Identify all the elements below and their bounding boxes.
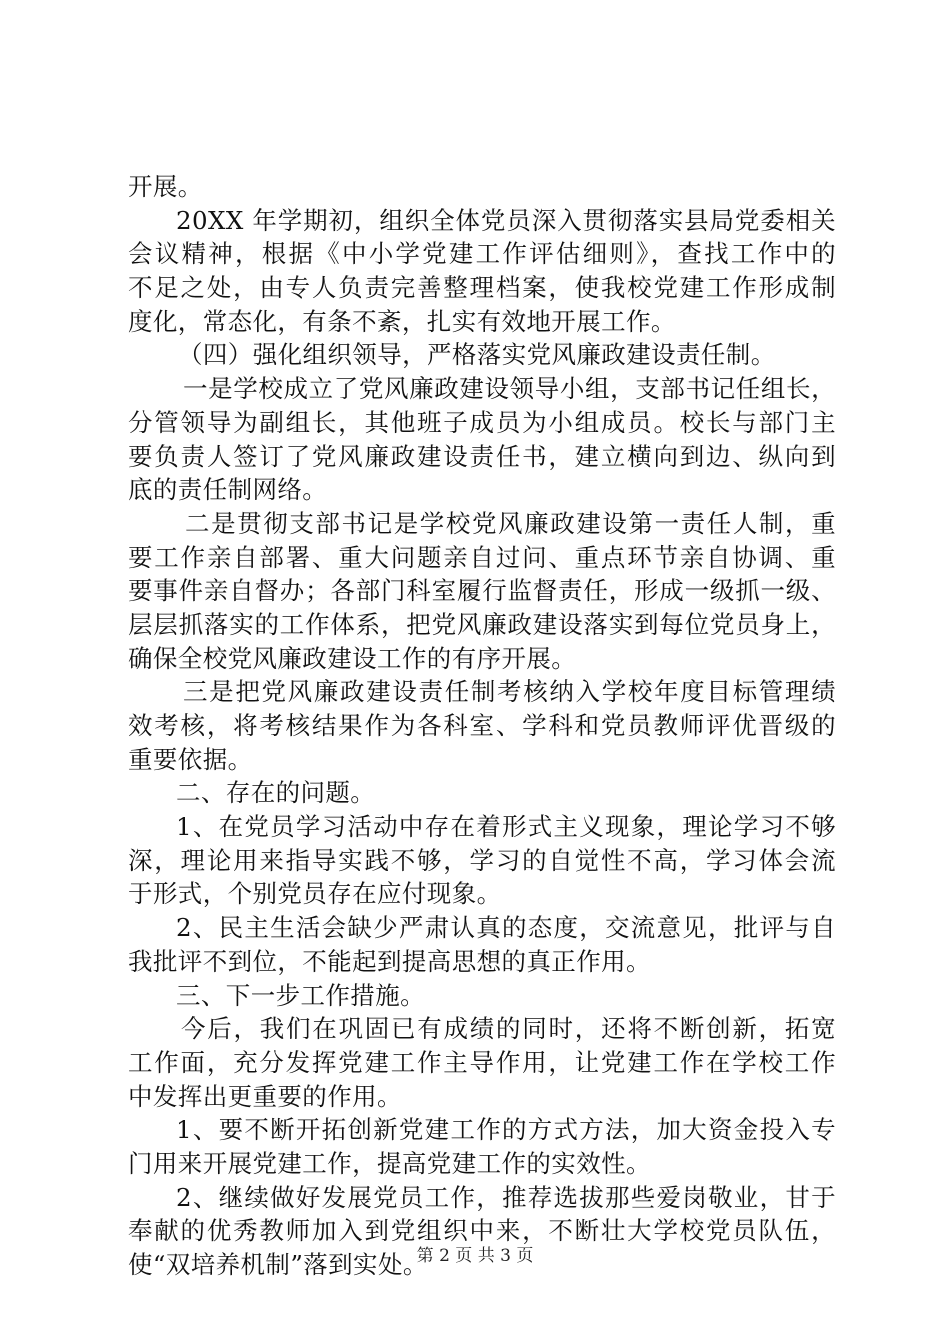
text-line: 2、民主生活会缺少严肃认真的态度，交流意见，批评与自: [176, 913, 836, 943]
text-line: 开展。: [128, 172, 203, 201]
text-line: 要负责人签订了党风廉政建设责任书，建立横向到边、纵向到: [128, 441, 836, 471]
text-line: 我批评不到位，不能起到提高思想的真正作用。: [128, 946, 651, 976]
text-line: 二、存在的问题。: [176, 778, 376, 808]
text-line: 2、继续做好发展党员工作，推荐选拔那些爱岗敬业，甘于: [176, 1182, 836, 1212]
text-line: 层层抓落实的工作体系，把党风廉政建设落实到每位党员身上，: [128, 609, 836, 639]
text-line: （四）强化组织领导，严格落实党风廉政建设责任制。: [178, 340, 776, 370]
text-line: 一是学校成立了党风廉政建设领导小组，支部书记任组长，: [183, 374, 836, 404]
text-line: 20XX 年学期初，组织全体党员深入贯彻落实县局党委相关: [176, 205, 836, 235]
text-line: 效考核，将考核结果作为各科室、学科和党员教师评优晋级的: [128, 711, 836, 740]
text-line: 于形式，个别党员存在应付现象。: [128, 879, 502, 909]
text-line: 分管领导为副组长，其他班子成员为小组成员。校长与部门主: [128, 407, 836, 437]
text-line: 要工作亲自部署、重大问题亲自过问、重点环节亲自协调、重: [128, 542, 836, 572]
text-line: 底的责任制网络。: [128, 475, 328, 505]
text-line: 二是贯彻支部书记是学校党风廉政建设第一责任人制，重: [185, 508, 836, 538]
text-line: 奉献的优秀教师加入到党组织中来，不断壮大学校党员队伍，: [128, 1216, 836, 1246]
document-body: [128, 170, 836, 1282]
text-line: 要事件亲自督办；各部门科室履行监督责任，形成一级抓一级、: [128, 576, 836, 606]
text-line: 度化，常态化，有条不紊，扎实有效地开展工作。: [128, 306, 676, 336]
text-line: 1、要不断开拓创新党建工作的方式方法，加大资金投入专: [176, 1115, 836, 1145]
text-line: 工作面，充分发挥党建工作主导作用，让党建工作在学校工作: [128, 1047, 836, 1077]
text-line: 会议精神，根据《中小学党建工作评估细则》，查找工作中的: [128, 239, 836, 269]
page-footer: 第 2 页 共 3 页: [416, 1246, 534, 1266]
text-line: 1、在党员学习活动中存在着形式主义现象，理论学习不够: [176, 812, 836, 842]
text-line: 确保全校党风廉政建设工作的有序开展。: [128, 643, 577, 673]
text-line: 三、下一步工作措施。: [176, 980, 425, 1010]
text-line: 使“双培养机制”落到实处。: [128, 1250, 428, 1279]
text-line: 今后，我们在巩固已有成绩的同时，还将不断创新，拓宽: [181, 1014, 836, 1044]
text-line: 门用来开展党建工作，提高党建工作的实效性。: [128, 1148, 651, 1178]
text-line: 深，理论用来指导实践不够，学习的自觉性不高，学习体会流: [128, 845, 836, 875]
text-line: 三是把党风廉政建设责任制考核纳入学校年度目标管理绩: [183, 677, 836, 707]
text-line: 不足之处，由专人负责完善整理档案，使我校党建工作形成制: [128, 273, 836, 303]
text-line: 中发挥出更重要的作用。: [128, 1081, 402, 1111]
text-line: 重要依据。: [128, 744, 253, 774]
